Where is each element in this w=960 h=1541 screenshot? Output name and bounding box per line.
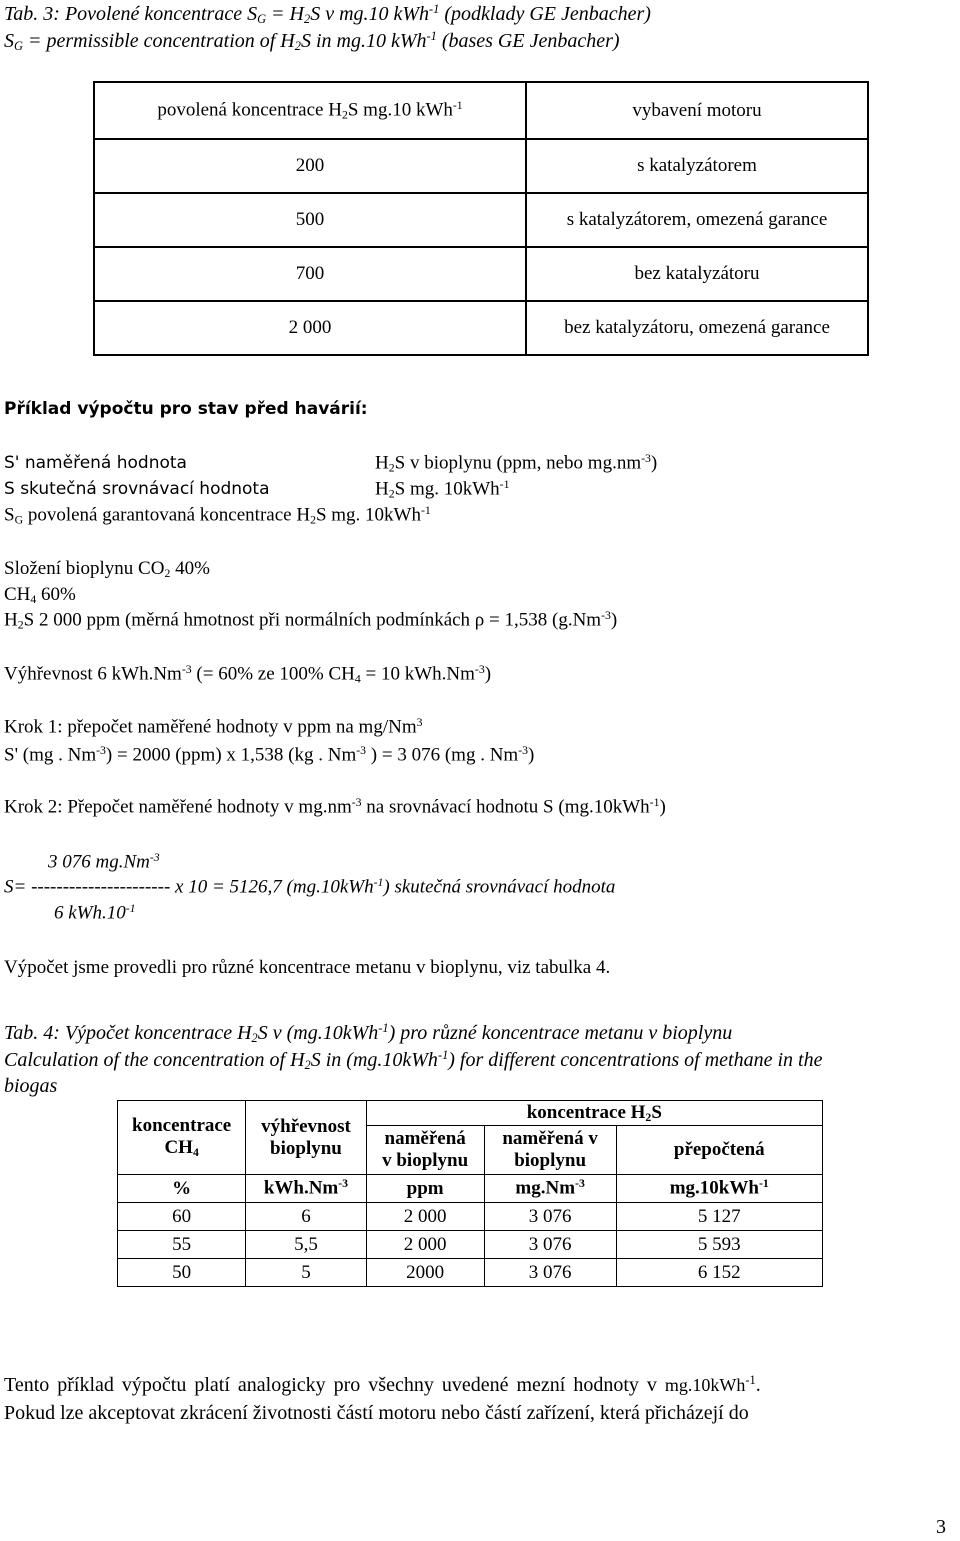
table3-cell-equipment: bez katalyzátoru: [526, 247, 868, 301]
table3-cell-value: 200: [94, 139, 526, 193]
step1-title: Krok 1: přepočet naměřené hodnoty v ppm na mg/Nm$^3$: [4, 716, 423, 738]
table-row: [94, 301, 868, 355]
table4-units-row: [118, 1175, 823, 1203]
table3-cell-value: 700: [94, 247, 526, 301]
step2-equation: S= ---------------------- x 10 = 5126,7 (mg.10kWh$^{-1}$) skutečná srovnávací hodnota: [4, 876, 616, 898]
table3-cell-equipment: bez katalyzátoru, omezená garance: [526, 301, 868, 355]
summary-text: Výpočet jsme provedli pro různé koncentrace metanu v bioplynu, viz tabulka 4.: [4, 957, 611, 978]
table4-cell: 3 076: [484, 1203, 616, 1231]
closing-line-2: Pokud lze akceptovat zkrácení životnosti částí motoru nebo částí zařízení, která přicházejí do: [4, 1402, 749, 1424]
page-number: 3: [936, 1516, 946, 1538]
table4-cell: 5,5: [246, 1231, 366, 1259]
table4-cell: 55: [118, 1231, 246, 1259]
table4-cell: 2 000: [366, 1203, 484, 1231]
table4-cell: 3 076: [484, 1231, 616, 1259]
composition-h2s: $H_2S$ 2 000 ppm (měrná hmotnost při normálních podmínkách ρ = 1,538 $(g.Nm^{-3})$: [4, 609, 618, 632]
composition-co2: Složení bioplynu $CO_2$ 40%: [4, 558, 210, 580]
table4-header-measured-mg: naměřená v bioplynu: [484, 1126, 616, 1175]
table3-cell-equipment: s katalyzátorem, omezená garance: [526, 193, 868, 247]
table4-cell: 2000: [366, 1259, 484, 1287]
table4-cell: 5 127: [616, 1203, 822, 1231]
definition-s-prime-label: S' naměřená hodnota: [4, 453, 187, 473]
table4-unit-mg-nm: $mg.Nm^{-3}$: [484, 1175, 616, 1203]
table4-unit-mg-kwh: mg.10kWh$^{-1}$: [616, 1175, 822, 1203]
step2-numerator: 3 076 $mg.Nm^{-3}$: [48, 851, 160, 873]
example-heading: Příklad výpočtu pro stav před havárií:: [4, 399, 368, 419]
table-row: [118, 1203, 823, 1231]
table3: [93, 81, 869, 356]
table3-header-equipment: vybavení motoru: [526, 82, 868, 139]
definition-sg: $S_G$ povolená garantovaná koncentrace $H_2S$ mg. 10kWh$^{-1}$: [4, 504, 431, 527]
table-row: [118, 1259, 823, 1287]
table4-header-heating: výhřevnost bioplynu: [246, 1101, 366, 1175]
table3-cell-value: 2 000: [94, 301, 526, 355]
table3-cell-equipment: s katalyzátorem: [526, 139, 868, 193]
closing-line-1: Tento příklad výpočtu platí analogicky pro všechny uvedené mezní hodnoty v mg.10kWh$^{-1}$.: [4, 1373, 761, 1396]
table-row: [94, 139, 868, 193]
table3-header-concentration: povolená koncentrace $H_2S$ mg.10 kWh$^{-1}$: [94, 82, 526, 139]
table-row: [94, 193, 868, 247]
table3-caption-en: $S_G$ = permissible concentration of $H_2S$ in mg.10 kWh$^{-1}$ (bases GE Jenbacher): [4, 29, 620, 53]
step2-title: Krok 2: Přepočet naměřené hodnoty v $mg.nm^{-3}$ na srovnávací hodnotu S (mg.10kWh$^{-1}$): [4, 796, 666, 818]
table-row: [94, 247, 868, 301]
table4-unit-kwh: $kWh.Nm^{-3}$: [246, 1175, 366, 1203]
heating-value: Výhřevnost 6 $kWh.Nm^{-3}$ (= 60% ze 100% $CH_4 = 10$ $kWh.Nm^{-3}$): [4, 663, 492, 686]
table4-cell: 5 593: [616, 1231, 822, 1259]
table3-header-row: [94, 82, 868, 139]
table4-cell: 6 152: [616, 1259, 822, 1287]
table4-header-measured-ppm: naměřená v bioplynu: [366, 1126, 484, 1175]
composition-ch4: $CH_4$ 60%: [4, 584, 76, 606]
definition-s-prime-unit: $H_2S$ v bioplynu (ppm, nebo $mg.nm^{-3}$): [375, 452, 658, 475]
table4-caption-en: Calculation of the concentration of $H_2S$ in (mg.10kWh$^{-1}$) for different concentrations of methane in the: [4, 1048, 823, 1072]
definition-s-unit: $H_2S$ mg. 10kWh$^{-1}$: [375, 478, 510, 501]
table4-header-row-1: [118, 1101, 823, 1126]
table4-cell: 3 076: [484, 1259, 616, 1287]
table4-cell: 60: [118, 1203, 246, 1231]
table4-header-h2s-group: koncentrace $H_2S$: [366, 1101, 822, 1126]
definition-s-label: S skutečná srovnávací hodnota: [4, 479, 270, 499]
table4-unit-percent: %: [118, 1175, 246, 1203]
step1-equation: S' (mg . $Nm^{-3}) = 2000$ (ppm) x 1,538 (kg . $Nm^{-3}$ ) = 3 076 (mg . $Nm^{-3}$): [4, 744, 535, 766]
table4-cell: 50: [118, 1259, 246, 1287]
table3-caption-cz: Tab. 3: Povolené koncentrace $S_G = H_2S$ v mg.10 kWh$^{-1}$ (podklady GE Jenbacher): [4, 2, 651, 26]
table4-caption-cz: Tab. 4: Výpočet koncentrace $H_2S$ v (mg.10kWh$^{-1}$) pro různé koncentrace metanu v bioplynu: [4, 1021, 733, 1045]
step2-denominator: 6 $kWh.10^{-1}$: [54, 902, 136, 924]
table4-caption-en-cont: biogas: [4, 1075, 58, 1097]
table4-header-converted: přepočtená: [616, 1126, 822, 1175]
table-row: [118, 1231, 823, 1259]
table4-unit-ppm: ppm: [366, 1175, 484, 1203]
table4-cell: 5: [246, 1259, 366, 1287]
table4: [117, 1100, 823, 1287]
table4-header-concentration: koncentrace $CH_4$: [118, 1101, 246, 1175]
table4-cell: 2 000: [366, 1231, 484, 1259]
table4-cell: 6: [246, 1203, 366, 1231]
table3-cell-value: 500: [94, 193, 526, 247]
